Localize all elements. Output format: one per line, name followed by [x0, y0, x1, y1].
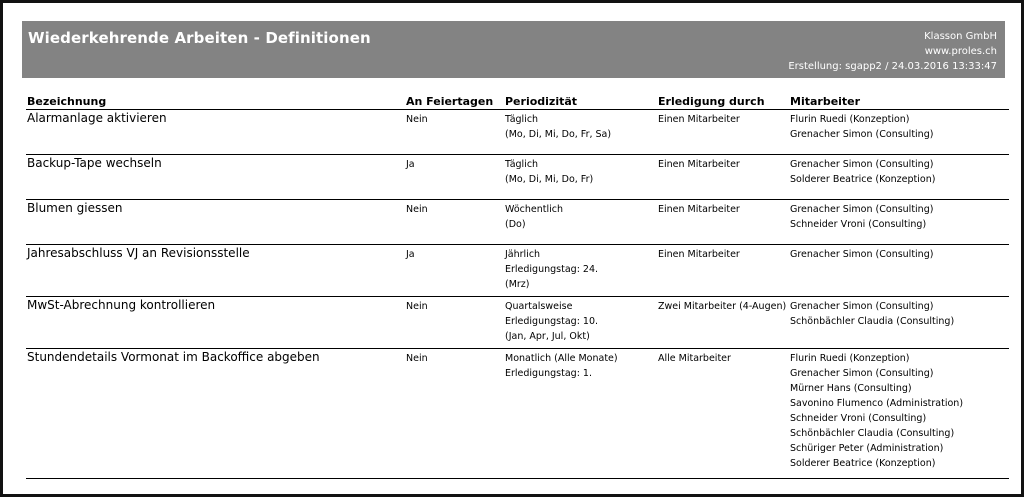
row-erledigung: Zwei Mitarbeiter (4-Augen) — [658, 301, 787, 312]
period-line: Erledigungstag: 24. — [505, 264, 599, 275]
row-name: Stundendetails Vormonat im Backoffice abgeben — [27, 350, 320, 364]
staff-entry: Grenacher Simon (Consulting) — [790, 301, 934, 312]
staff-entry: Solderer Beatrice (Konzeption) — [790, 458, 936, 469]
table-header — [26, 95, 1009, 110]
table-bottom-rule — [26, 478, 1009, 479]
row-staff — [790, 202, 933, 232]
row-name: Jahresabschluss VJ an Revisionsstelle — [27, 246, 250, 260]
staff-entry: Savonino Flumenco (Administration) — [790, 398, 964, 409]
staff-entry: Flurin Ruedi (Konzeption) — [790, 353, 910, 364]
report-header — [22, 21, 1005, 78]
row-name: Alarmanlage aktivieren — [27, 111, 167, 125]
row-period — [505, 202, 563, 232]
table-row — [26, 155, 1009, 200]
table-row — [26, 349, 1009, 483]
staff-entry: Grenacher Simon (Consulting) — [790, 249, 934, 260]
period-line: (Mo, Di, Mi, Do, Fr) — [505, 174, 594, 185]
period-line: Täglich — [505, 114, 539, 125]
row-staff — [790, 247, 933, 262]
staff-entry: Flurin Ruedi (Konzeption) — [790, 114, 910, 125]
col-feiertagen: An Feiertagen — [406, 95, 494, 108]
col-periodizitaet: Periodizität — [505, 95, 578, 108]
period-line: Monatlich (Alle Monate) — [505, 353, 618, 364]
row-period — [505, 247, 598, 292]
staff-entry: Solderer Beatrice (Konzeption) — [790, 174, 936, 185]
staff-entry: Schönbächler Claudia (Consulting) — [790, 428, 955, 439]
staff-entry: Schüriger Peter (Administration) — [790, 443, 944, 454]
row-feiertage: Ja — [406, 159, 415, 170]
row-feiertage: Ja — [406, 249, 415, 260]
row-erledigung: Einen Mitarbeiter — [658, 204, 740, 215]
period-line: (Mo, Di, Mi, Do, Fr, Sa) — [505, 129, 612, 140]
table-row — [26, 297, 1009, 349]
staff-entry: Grenacher Simon (Consulting) — [790, 159, 934, 170]
row-staff — [790, 112, 933, 142]
col-bezeichnung: Bezeichnung — [27, 95, 107, 108]
staff-entry: Grenacher Simon (Consulting) — [790, 204, 934, 215]
period-line: Quartalsweise — [505, 301, 573, 312]
row-feiertage: Nein — [406, 301, 428, 312]
row-period — [505, 112, 611, 142]
row-staff — [790, 351, 963, 471]
row-period — [505, 351, 618, 381]
staff-entry: Mürner Hans (Consulting) — [790, 383, 912, 394]
company-website: www.proles.ch — [924, 46, 997, 57]
row-staff — [790, 299, 954, 329]
row-staff — [790, 157, 935, 187]
row-erledigung: Alle Mitarbeiter — [658, 353, 731, 364]
period-line: Erledigungstag: 1. — [505, 368, 592, 379]
row-feiertage: Nein — [406, 114, 428, 125]
period-line: Erledigungstag: 10. — [505, 316, 599, 327]
row-period — [505, 157, 593, 187]
period-line: Täglich — [505, 159, 539, 170]
row-name: Backup-Tape wechseln — [27, 156, 162, 170]
row-feiertage: Nein — [406, 204, 428, 215]
staff-entry: Schönbächler Claudia (Consulting) — [790, 316, 955, 327]
row-feiertage: Nein — [406, 353, 428, 364]
row-period — [505, 299, 598, 344]
row-name: MwSt-Abrechnung kontrollieren — [27, 298, 216, 312]
table-row — [26, 200, 1009, 245]
row-erledigung: Einen Mitarbeiter — [658, 159, 740, 170]
col-mitarbeiter: Mitarbeiter — [790, 95, 861, 108]
row-erledigung: Einen Mitarbeiter — [658, 114, 740, 125]
period-line: (Do) — [505, 219, 526, 230]
company-name: Klasson GmbH — [924, 31, 997, 42]
row-name: Blumen giessen — [27, 201, 123, 215]
table-row — [26, 245, 1009, 297]
report-meta — [788, 29, 997, 74]
period-line: Jährlich — [505, 249, 541, 260]
staff-entry: Grenacher Simon (Consulting) — [790, 368, 934, 379]
report-title: Wiederkehrende Arbeiten - Definitionen — [28, 29, 371, 47]
staff-entry: Grenacher Simon (Consulting) — [790, 129, 934, 140]
period-line: Wöchentlich — [505, 204, 564, 215]
period-line: (Mrz) — [505, 279, 530, 290]
staff-entry: Schneider Vroni (Consulting) — [790, 219, 927, 230]
row-erledigung: Einen Mitarbeiter — [658, 249, 740, 260]
period-line: (Jan, Apr, Jul, Okt) — [505, 331, 590, 342]
staff-entry: Schneider Vroni (Consulting) — [790, 413, 927, 424]
creation-info: Erstellung: sgapp2 / 24.03.2016 13:33:47 — [788, 61, 997, 72]
col-erledigung: Erledigung durch — [658, 95, 765, 108]
definitions-table — [26, 95, 1009, 483]
table-row — [26, 110, 1009, 155]
